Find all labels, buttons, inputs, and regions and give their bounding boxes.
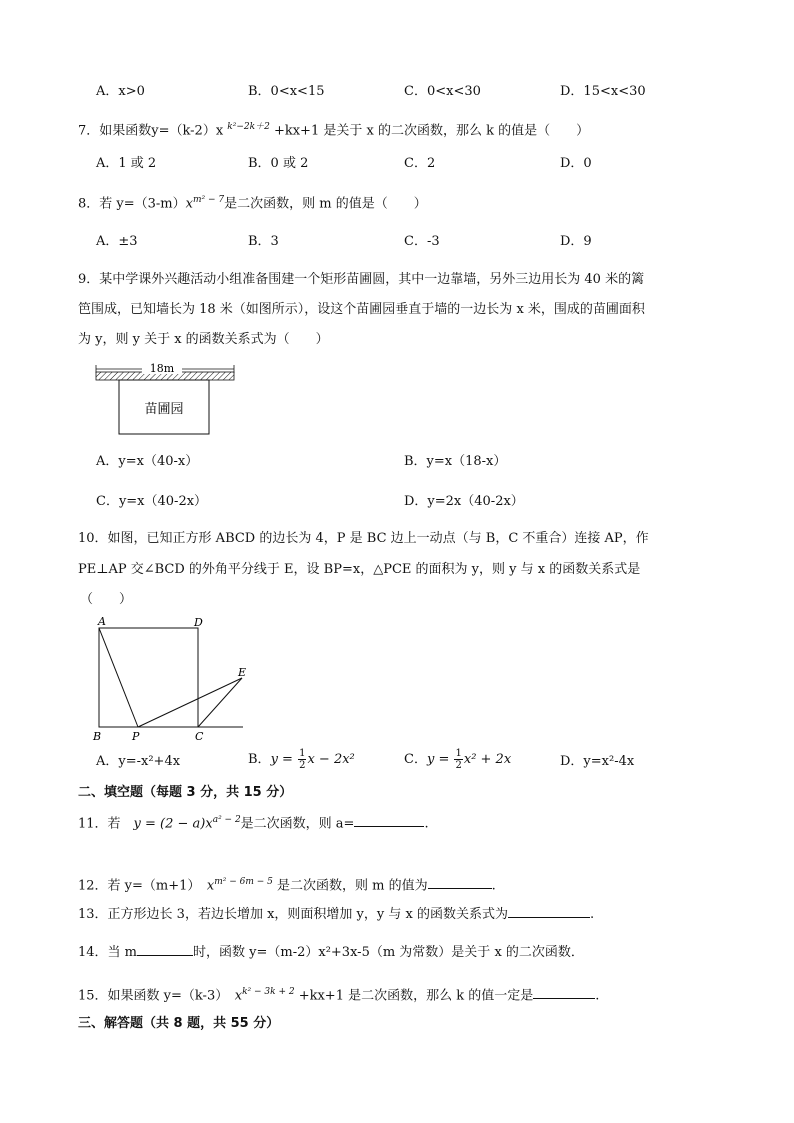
q9-option-b: B．y=x（18-x） [404,454,507,469]
fraction-half: $\frac{1}{2}$ [455,748,462,771]
q10-stem-line3: （ ） [80,592,133,607]
segment-pe [138,678,242,727]
q10-option-a: A．y=-x²+4x [96,754,181,769]
q7-option-c: C．2 [404,156,436,171]
q13-stem: 13．正方形边长 3，若边长增加 x，则面积增加 y，y 与 x 的函数关系式为 . [78,903,594,925]
square-abcd [99,628,198,727]
q6-option-d: D．15<x<30 [560,84,646,99]
q7-option-b: B．0 或 2 [248,156,309,171]
label-e: E [238,666,247,679]
garden-label: 苗圃园 [144,402,184,417]
q13-answer-blank[interactable] [508,903,590,918]
q8-option-d: D．9 [560,234,592,249]
q6-option-a: A．x>0 [96,84,145,99]
q12-stem: 12．若 y=（m+1） $x^{m^2 - 6m - 5}$ 是二次函数，则 m 的值为 . [78,872,496,896]
q10-option-b: B．y = $\frac{1}{2}$ x − 2x² [248,748,355,771]
q6-option-c: C．0<x<30 [404,84,481,99]
q10-square-figure [88,612,258,747]
q10-stem-line1: 10．如图，已知正方形 ABCD 的边长为 4，P 是 BC 边上一动点（与 B，C 不重合）连接 AP，作 [78,531,649,546]
q9-garden-figure [90,360,250,440]
q9-option-a: A．y=x（40-x） [96,454,199,469]
segment-ap [99,628,138,727]
q10-option-c: C．y = $\frac{1}{2}$ x² + 2x [404,748,512,771]
q10-option-d: D．y=x²-4x [560,754,635,769]
q15-stem: 15．如果函数 y=（k-3） $x^{k^2 - 3k + 2} +kx+1$ 是二次函数，那么 k 的值一定是 . [78,982,599,1006]
label-b: B [93,730,102,743]
fraction-half: $\frac{1}{2}$ [299,748,306,771]
q8-stem: 8．若 $y=(3-m)x^{m^2 - 7}$是二次函数，则 m 的值是（ ） [78,195,427,212]
section-solution-heading: 三、解答题（共 8 题，共 55 分） [78,1016,280,1031]
q14-answer-blank[interactable] [137,941,193,956]
q7-option-a: A．1 或 2 [96,156,157,171]
q9-option-d: D．y=2x（40-2x） [404,494,524,509]
label-a: A [98,615,106,628]
q12-answer-blank[interactable] [428,874,492,889]
q7-option-d: D．0 [560,156,592,171]
q7-exponent: k²−2k＋2 [227,122,270,132]
q8-option-c: C．-3 [404,234,440,249]
wall-length-label: 18m [149,362,175,375]
label-p: P [132,730,140,743]
q9-option-c: C．y=x（40-2x） [96,494,208,509]
label-c: C [195,730,204,743]
q9-stem-line3: 为 y，则 y 关于 x 的函数关系式为（ ） [78,332,329,347]
q6-option-b: B．0<x<15 [248,84,325,99]
segment-ce [198,678,242,727]
q9-stem-line1: 9．某中学课外兴趣活动小组准备围建一个矩形苗圃圆，其中一边靠墙，另外三边用长为 40 米的篱 [78,272,645,287]
q7-stem: 7．如果函数y=（k-2）x $^{k^2-2k+2}$ +kx+1 是关于 x 的二次函数，那么 k 的值是（ ） [78,122,590,139]
q8-option-a: A．±3 [96,234,138,249]
q15-answer-blank[interactable] [533,984,595,999]
q11-stem: 11．若 $y = (2 - a)x^{a^2 - 2}$是二次函数，则 a= . [78,810,429,834]
q8-option-b: B．3 [248,234,279,249]
q14-stem: 14．当 m 时，函数 y=（m-2）x²+3x-5（m 为常数）是关于 x 的二次函数． [78,941,584,963]
section-fill-in-heading: 二、填空题（每题 3 分，共 15 分） [78,785,293,800]
q11-answer-blank[interactable] [354,812,424,827]
q10-stem-line2: PE⊥AP 交∠BCD 的外角平分线于 E，设 BP=x，△PCE 的面积为 y，则 y 与 x 的函数关系式是 [78,562,641,577]
q9-stem-line2: 笆围成，已知墙长为 18 米（如图所示），设这个苗圃园垂直于墙的一边长为 x 米，围成的苗圃面积 [78,302,645,317]
label-d: D [194,616,203,629]
